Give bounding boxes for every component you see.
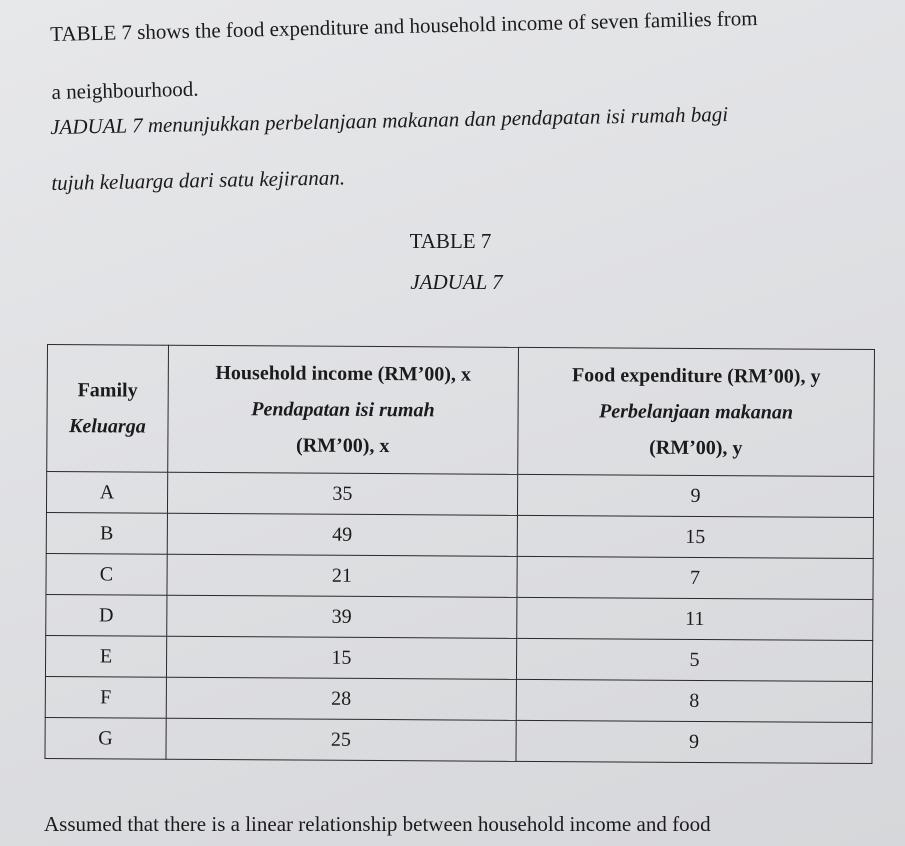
header-income-unit: (RM’00), x <box>296 434 390 458</box>
cell-food: 8 <box>516 679 872 722</box>
table-row <box>45 717 872 763</box>
table-row <box>45 635 872 681</box>
header-family <box>47 345 169 473</box>
intro-english-line2: a neighbourhood. <box>51 76 199 105</box>
cell-family: A <box>46 472 167 514</box>
cell-income: 25 <box>166 718 516 761</box>
cell-food: 15 <box>517 515 873 558</box>
table-row <box>46 472 873 518</box>
cell-family: G <box>45 717 166 759</box>
cell-income: 21 <box>167 554 517 597</box>
header-family-en: Family <box>77 379 138 402</box>
cell-food: 9 <box>517 474 873 517</box>
table-header-row <box>47 345 875 477</box>
data-table <box>44 344 875 764</box>
cell-family: E <box>45 635 166 677</box>
intro-malay-line2: tujuh keluarga dari satu kejiranan. <box>51 165 346 196</box>
intro-english-line1: TABLE 7 shows the food expenditure and household income of seven families from <box>50 5 758 46</box>
intro-malay <box>50 99 861 195</box>
cell-income: 49 <box>167 513 517 556</box>
cell-income: 15 <box>166 636 516 679</box>
header-income-en: Household income (RM’00), x <box>215 362 472 386</box>
cell-income: 35 <box>167 472 517 515</box>
intro-malay-line1: JADUAL 7 menunjukkan perbelanjaan makanan dan pendapatan isi rumah bagi <box>50 101 729 139</box>
table-row <box>46 553 873 599</box>
table-caption-english: TABLE 7 <box>409 229 492 253</box>
table-caption-malay: JADUAL 7 <box>410 270 503 294</box>
header-food-ms: Perbelanjaan makanan <box>599 400 794 424</box>
header-food-en: Food expenditure (RM’00), y <box>571 364 821 388</box>
header-food-unit: (RM’00), y <box>649 436 743 460</box>
cell-income: 28 <box>166 677 516 720</box>
footer-text: Assumed that there is a linear relationship between household income and food <box>44 812 711 836</box>
header-food <box>518 347 875 476</box>
table-row <box>46 594 873 640</box>
table-row <box>46 512 873 558</box>
cell-food: 11 <box>517 597 873 640</box>
cell-family: D <box>46 594 167 636</box>
cell-food: 7 <box>517 556 873 599</box>
header-income <box>168 345 519 474</box>
header-income-ms: Pendapatan isi rumah <box>251 398 435 422</box>
cell-food: 5 <box>516 638 872 681</box>
intro-english <box>50 4 862 105</box>
cell-food: 9 <box>516 720 872 763</box>
cell-family: B <box>46 512 167 554</box>
header-family-ms: Keluarga <box>68 415 146 438</box>
table-row <box>45 676 872 722</box>
cell-family: F <box>45 676 166 718</box>
cell-family: C <box>46 553 167 595</box>
cell-income: 39 <box>167 595 517 638</box>
